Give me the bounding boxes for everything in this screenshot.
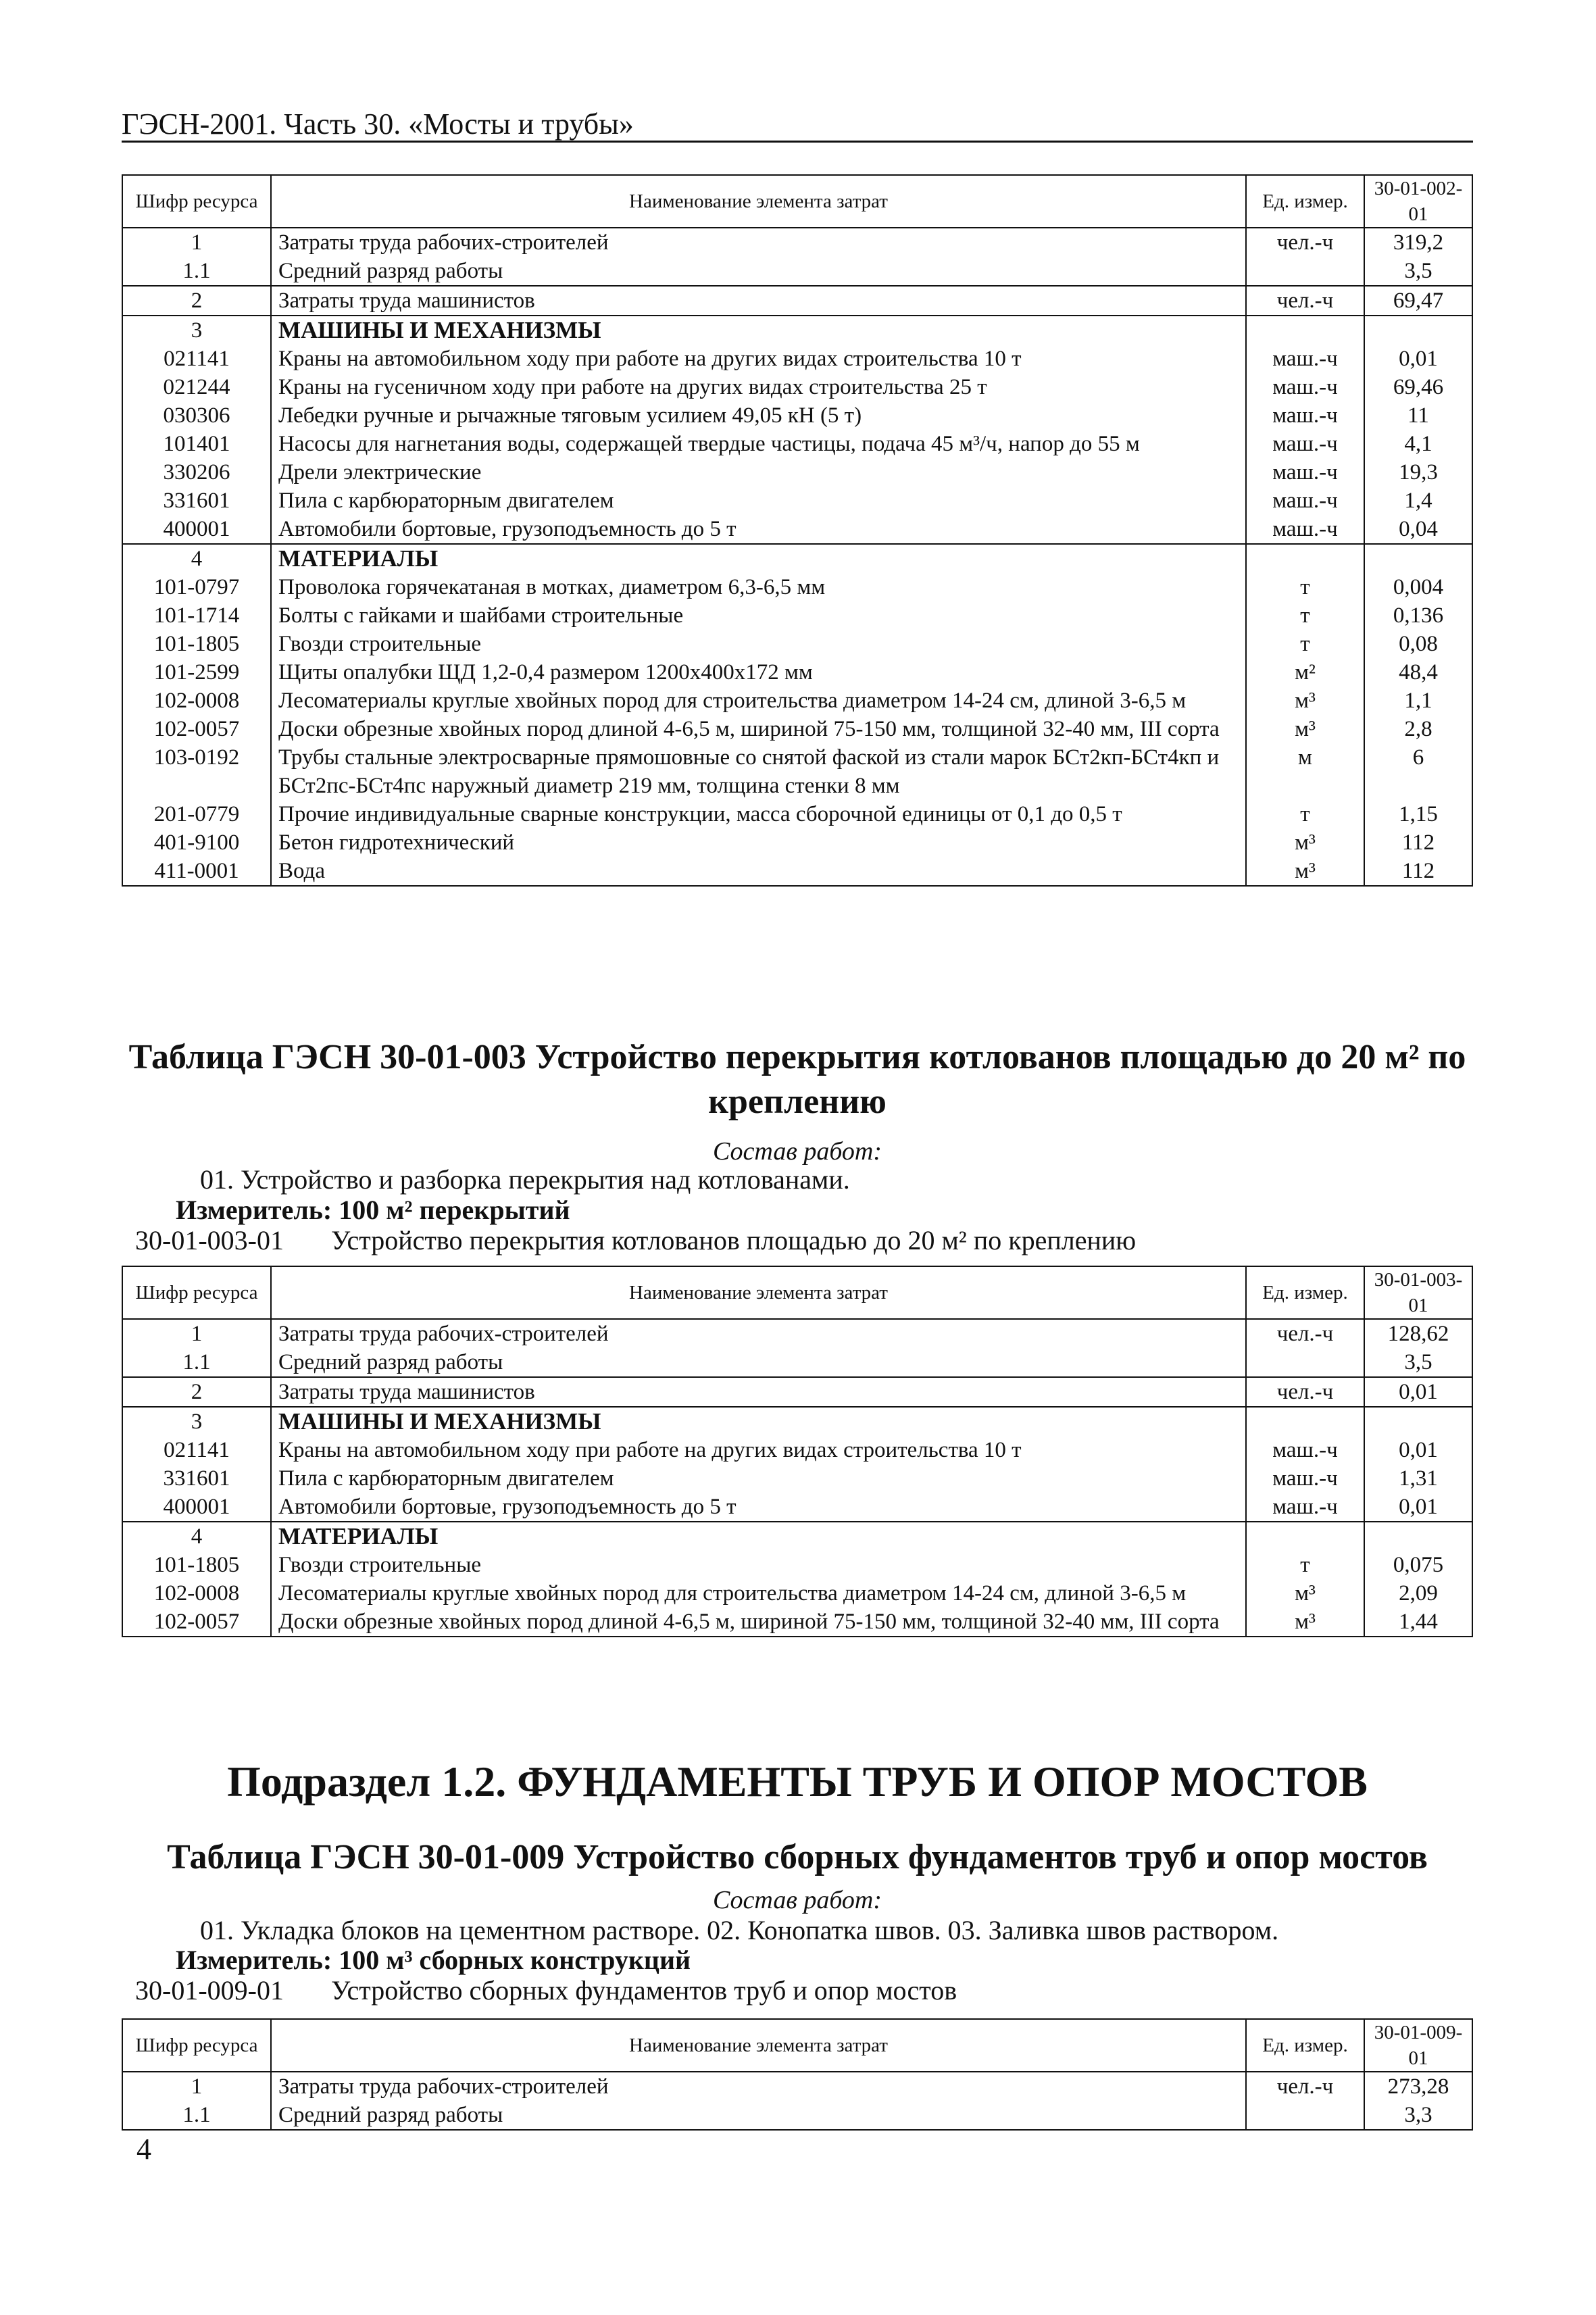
table-row: [122, 1608, 1472, 1637]
cell-value: 1,15: [1364, 800, 1472, 828]
work-composition: 01. Устройство и разборка перекрытия над котлованами.: [200, 1164, 850, 1195]
table-row: [122, 515, 1472, 544]
table-row: [122, 373, 1472, 401]
measure-unit: Измеритель: 100 м² перекрытий: [176, 1195, 570, 1225]
cell-code: 102-0008: [122, 687, 271, 715]
cell-code: 101-1805: [122, 1551, 271, 1579]
section-row: [122, 1522, 1472, 1551]
table-row: [122, 687, 1472, 715]
cell-unit: м³: [1246, 687, 1364, 715]
cell-unit: [1246, 2101, 1364, 2130]
cell-unit: маш.-ч: [1246, 458, 1364, 487]
cell-name: Краны на автомобильном ходу при работе на других видах строительства 10 т: [271, 1436, 1246, 1464]
cell-code: 1.1: [122, 2101, 271, 2130]
cell-code: 330206: [122, 458, 271, 487]
cell-name: Насосы для нагнетания воды, содержащей твердые частицы, подача 45 м³/ч, напор до 55 м: [271, 430, 1246, 458]
norm-code-line: [135, 1224, 1136, 1256]
cell-code: 021141: [122, 345, 271, 373]
cell-name: Доски обрезные хвойных пород длиной 4-6,5 м, шириной 75-150 мм, толщиной 32-40 мм, III сорта: [271, 1608, 1246, 1637]
table-row: [122, 1579, 1472, 1608]
cell-unit: т: [1246, 800, 1364, 828]
table-row: [122, 658, 1472, 687]
header-column-code: 30-01-009-01: [1364, 2019, 1472, 2072]
norm-code-line: [135, 1974, 957, 2006]
cell-value: 0,01: [1364, 1377, 1472, 1407]
cell-name: Затраты труда машинистов: [271, 1377, 1246, 1407]
header-code: Шифр ресурса: [122, 175, 271, 228]
cell-unit: м³: [1246, 1579, 1364, 1608]
cell-unit: т: [1246, 630, 1364, 658]
table-row: [122, 573, 1472, 601]
cell-unit: маш.-ч: [1246, 373, 1364, 401]
cell-code: 1.1: [122, 257, 271, 286]
cell-code: 4: [122, 1522, 271, 1551]
cell-value: 69,47: [1364, 286, 1472, 316]
cell-value: 3,3: [1364, 2101, 1472, 2130]
cell-value: 0,04: [1364, 515, 1472, 544]
cell-unit: т: [1246, 573, 1364, 601]
cell-unit: т: [1246, 1551, 1364, 1579]
norm-description: Устройство перекрытия котлованов площадью до 20 м² по креплению: [331, 1225, 1137, 1255]
cell-code: 400001: [122, 515, 271, 544]
page-number: 4: [136, 2133, 151, 2166]
cell-name: Средний разряд работы: [271, 1348, 1246, 1377]
cell-unit: маш.-ч: [1246, 487, 1364, 515]
cell-value: 19,3: [1364, 458, 1472, 487]
cell-code: 102-0057: [122, 715, 271, 743]
cell-name: Затраты труда рабочих-строителей: [271, 1319, 1246, 1348]
cell-code: 021141: [122, 1436, 271, 1464]
cell-name: Дрели электрические: [271, 458, 1246, 487]
cell-name: Прочие индивидуальные сварные конструкции, масса сборочной единицы от 0,1 до 0,5 т: [271, 800, 1246, 828]
cell-code: 3: [122, 316, 271, 345]
cell-value: 0,08: [1364, 630, 1472, 658]
cell-value: 48,4: [1364, 658, 1472, 687]
table-row: [122, 2072, 1472, 2101]
cell-name: Болты с гайками и шайбами строительные: [271, 601, 1246, 630]
cell-value: 0,004: [1364, 573, 1472, 601]
cell-code: 1: [122, 228, 271, 257]
cell-value: 2,8: [1364, 715, 1472, 743]
norm-code: 30-01-003-01: [135, 1225, 284, 1255]
table-row: [122, 1493, 1472, 1522]
cell-unit: чел.-ч: [1246, 1319, 1364, 1348]
table-row: [122, 401, 1472, 430]
table-row: [122, 345, 1472, 373]
cell-code: 400001: [122, 1493, 271, 1522]
cell-value: [1364, 1522, 1472, 1551]
resource-table-30-01-009: [122, 2018, 1473, 2131]
cell-value: 1,31: [1364, 1464, 1472, 1493]
cell-name: Средний разряд работы: [271, 257, 1246, 286]
table-row: [122, 1464, 1472, 1493]
cell-name: Пила с карбюраторным двигателем: [271, 487, 1246, 515]
cell-name: Затраты труда рабочих-строителей: [271, 2072, 1246, 2101]
header-name: Наименование элемента затрат: [271, 175, 1246, 228]
cell-unit: маш.-ч: [1246, 430, 1364, 458]
cell-value: 2,09: [1364, 1579, 1472, 1608]
cell-unit: чел.-ч: [1246, 2072, 1364, 2101]
cell-value: [1364, 544, 1472, 573]
table-row: [122, 1319, 1472, 1348]
subsection-heading: Подраздел 1.2. ФУНДАМЕНТЫ ТРУБ И ОПОР МОСТОВ: [227, 1758, 1368, 1806]
cell-value: 3,5: [1364, 1348, 1472, 1377]
header-column-code: 30-01-002-01: [1364, 175, 1472, 228]
cell-unit: чел.-ч: [1246, 286, 1364, 316]
cell-value: 0,01: [1364, 345, 1472, 373]
cell-code: 2: [122, 286, 271, 316]
cell-code: 1: [122, 2072, 271, 2101]
cell-value: 128,62: [1364, 1319, 1472, 1348]
cell-unit: [1246, 544, 1364, 573]
header-unit: Ед. измер.: [1246, 175, 1364, 228]
table-row: [122, 800, 1472, 828]
table-row: [122, 257, 1472, 286]
cell-value: 0,075: [1364, 1551, 1472, 1579]
cell-name: Лебедки ручные и рычажные тяговым усилием 49,05 кН (5 т): [271, 401, 1246, 430]
table-title-30-01-003: Таблица ГЭСН 30-01-003 Устройство перекрытия котлованов площадью до 20 м² по креплению: [128, 1038, 1466, 1121]
cell-name: Лесоматериалы круглые хвойных пород для строительства диаметром 14-24 см, длиной 3-6,5 м: [271, 1579, 1246, 1608]
composition-label: Состав работ:: [712, 1137, 882, 1166]
cell-unit: маш.-ч: [1246, 515, 1364, 544]
table-row: [122, 228, 1472, 257]
cell-value: 273,28: [1364, 2072, 1472, 2101]
cell-value: 11: [1364, 401, 1472, 430]
section-heading: МАШИНЫ И МЕХАНИЗМЫ: [271, 316, 1246, 345]
cell-value: 4,1: [1364, 430, 1472, 458]
cell-name: Доски обрезные хвойных пород длиной 4-6,5 м, шириной 75-150 мм, толщиной 32-40 мм, III сорта: [271, 715, 1246, 743]
cell-name: Затраты труда рабочих-строителей: [271, 228, 1246, 257]
cell-unit: чел.-ч: [1246, 228, 1364, 257]
cell-value: 0,136: [1364, 601, 1472, 630]
cell-unit: маш.-ч: [1246, 401, 1364, 430]
running-header: ГЭСН-2001. Часть 30. «Мосты и трубы»: [122, 107, 634, 141]
table-row: [122, 458, 1472, 487]
measure-unit: Измеритель: 100 м³ сборных конструкций: [176, 1945, 691, 1975]
cell-name: Пила с карбюраторным двигателем: [271, 1464, 1246, 1493]
table-row: [122, 286, 1472, 316]
cell-unit: маш.-ч: [1246, 1493, 1364, 1522]
cell-code: 021244: [122, 373, 271, 401]
cell-name: Автомобили бортовые, грузоподъемность до 5 т: [271, 1493, 1246, 1522]
composition-label: Состав работ:: [712, 1886, 882, 1914]
cell-code: 401-9100: [122, 828, 271, 857]
table-row: [122, 2101, 1472, 2130]
cell-code: 101-0797: [122, 573, 271, 601]
table-row: [122, 715, 1472, 743]
table-row: [122, 1436, 1472, 1464]
cell-value: 0,01: [1364, 1436, 1472, 1464]
cell-unit: [1246, 1407, 1364, 1436]
cell-code: 3: [122, 1407, 271, 1436]
cell-code: 101-1714: [122, 601, 271, 630]
table-row: [122, 828, 1472, 857]
cell-name: Краны на гусеничном ходу при работе на других видах строительства 25 т: [271, 373, 1246, 401]
cell-unit: маш.-ч: [1246, 345, 1364, 373]
cell-value: 6: [1364, 743, 1472, 800]
cell-value: 69,46: [1364, 373, 1472, 401]
cell-code: 2: [122, 1377, 271, 1407]
cell-name: Бетон гидротехнический: [271, 828, 1246, 857]
cell-unit: маш.-ч: [1246, 1436, 1364, 1464]
header-name: Наименование элемента затрат: [271, 1266, 1246, 1319]
cell-code: 4: [122, 544, 271, 573]
section-row: [122, 544, 1472, 573]
table-row: [122, 430, 1472, 458]
resource-table-30-01-003: [122, 1266, 1473, 1637]
cell-unit: м³: [1246, 828, 1364, 857]
cell-unit: м³: [1246, 1608, 1364, 1637]
header-code: Шифр ресурса: [122, 2019, 271, 2072]
header-unit: Ед. измер.: [1246, 1266, 1364, 1319]
cell-value: 319,2: [1364, 228, 1472, 257]
header-name: Наименование элемента затрат: [271, 2019, 1246, 2072]
table-row: [122, 743, 1472, 800]
cell-unit: [1246, 257, 1364, 286]
cell-value: 3,5: [1364, 257, 1472, 286]
table-row: [122, 1377, 1472, 1407]
cell-name: Щиты опалубки ЩД 1,2-0,4 размером 1200x400x172 мм: [271, 658, 1246, 687]
cell-name: Лесоматериалы круглые хвойных пород для строительства диаметром 14-24 см, длиной 3-6,5 м: [271, 687, 1246, 715]
cell-code: 103-0192: [122, 743, 271, 800]
cell-unit: м³: [1246, 857, 1364, 886]
cell-unit: [1246, 316, 1364, 345]
cell-code: 331601: [122, 1464, 271, 1493]
section-row: [122, 316, 1472, 345]
cell-name: Вода: [271, 857, 1246, 886]
header-code: Шифр ресурса: [122, 1266, 271, 1319]
cell-value: 1,44: [1364, 1608, 1472, 1637]
table-row: [122, 601, 1472, 630]
cell-name: Краны на автомобильном ходу при работе на других видах строительства 10 т: [271, 345, 1246, 373]
norm-code: 30-01-009-01: [135, 1975, 284, 2006]
work-composition: 01. Укладка блоков на цементном растворе. 02. Конопатка швов. 03. Заливка швов раствором.: [200, 1915, 1279, 1945]
cell-unit: [1246, 1348, 1364, 1377]
cell-value: [1364, 1407, 1472, 1436]
cell-unit: [1246, 1522, 1364, 1551]
cell-name: Затраты труда машинистов: [271, 286, 1246, 316]
header-column-code: 30-01-003-01: [1364, 1266, 1472, 1319]
cell-code: 102-0008: [122, 1579, 271, 1608]
cell-unit: чел.-ч: [1246, 1377, 1364, 1407]
header-divider: [122, 141, 1473, 143]
cell-name: Гвозди строительные: [271, 1551, 1246, 1579]
cell-code: 101401: [122, 430, 271, 458]
cell-value: 0,01: [1364, 1493, 1472, 1522]
cell-name: Средний разряд работы: [271, 2101, 1246, 2130]
table-row: [122, 857, 1472, 886]
section-heading: МАШИНЫ И МЕХАНИЗМЫ: [271, 1407, 1246, 1436]
cell-name: Проволока горячекатаная в мотках, диаметром 6,3-6,5 мм: [271, 573, 1246, 601]
cell-code: 1.1: [122, 1348, 271, 1377]
cell-code: 331601: [122, 487, 271, 515]
cell-unit: м: [1246, 743, 1364, 800]
cell-code: 201-0779: [122, 800, 271, 828]
cell-value: 1,1: [1364, 687, 1472, 715]
cell-unit: маш.-ч: [1246, 1464, 1364, 1493]
cell-name: Трубы стальные электросварные прямошовные со снятой фаской из стали марок БСт2кп-БСт4кп и БСт2пс-БСт4пс наружный диаметр 219 мм, толщина стенки 8 мм: [271, 743, 1246, 800]
cell-value: 112: [1364, 857, 1472, 886]
table-row: [122, 1551, 1472, 1579]
norm-description: Устройство сборных фундаментов труб и опор мостов: [331, 1975, 957, 2006]
table-row: [122, 630, 1472, 658]
table-title-30-01-009: Таблица ГЭСН 30-01-009 Устройство сборных фундаментов труб и опор мостов: [167, 1838, 1428, 1876]
cell-code: 101-1805: [122, 630, 271, 658]
cell-name: Автомобили бортовые, грузоподъемность до 5 т: [271, 515, 1246, 544]
cell-unit: м²: [1246, 658, 1364, 687]
resource-table-30-01-002: [122, 174, 1473, 887]
cell-code: 101-2599: [122, 658, 271, 687]
cell-code: 102-0057: [122, 1608, 271, 1637]
cell-value: [1364, 316, 1472, 345]
cell-unit: м³: [1246, 715, 1364, 743]
section-row: [122, 1407, 1472, 1436]
cell-unit: т: [1246, 601, 1364, 630]
cell-value: 1,4: [1364, 487, 1472, 515]
table-row: [122, 487, 1472, 515]
section-heading: МАТЕРИАЛЫ: [271, 544, 1246, 573]
cell-code: 411-0001: [122, 857, 271, 886]
cell-code: 030306: [122, 401, 271, 430]
section-heading: МАТЕРИАЛЫ: [271, 1522, 1246, 1551]
cell-name: Гвозди строительные: [271, 630, 1246, 658]
cell-code: 1: [122, 1319, 271, 1348]
cell-value: 112: [1364, 828, 1472, 857]
header-unit: Ед. измер.: [1246, 2019, 1364, 2072]
table-row: [122, 1348, 1472, 1377]
